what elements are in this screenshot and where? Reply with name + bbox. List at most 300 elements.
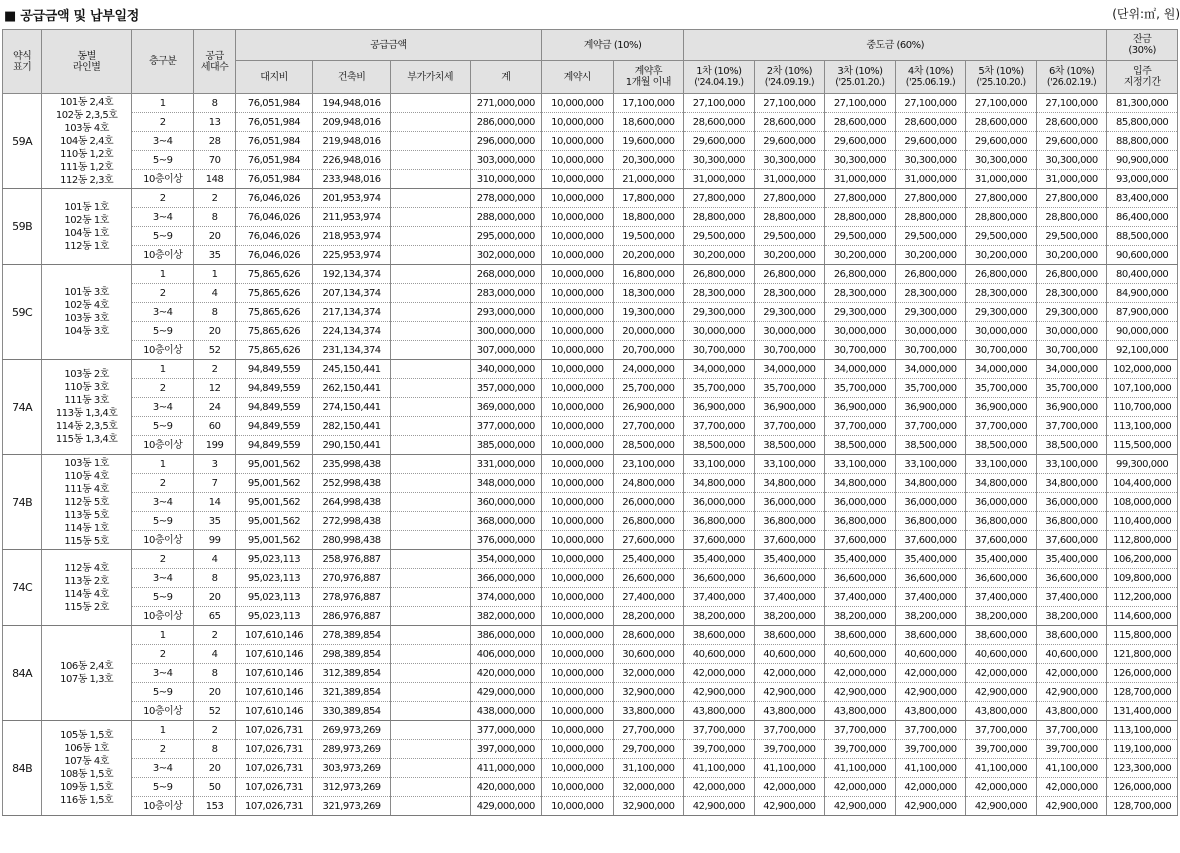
mid-3-cell: 27,100,000 xyxy=(825,94,896,113)
vat-cell xyxy=(390,683,470,702)
land-cost-cell: 95,023,113 xyxy=(235,569,313,588)
balance-cell: 126,000,000 xyxy=(1107,664,1178,683)
units-cell: 28 xyxy=(194,132,235,151)
building-cost-cell: 274,150,441 xyxy=(313,398,391,417)
vat-cell xyxy=(390,721,470,740)
units-cell: 4 xyxy=(194,550,235,569)
units-cell: 1 xyxy=(194,265,235,284)
deposit-signing-cell: 10,000,000 xyxy=(542,341,614,360)
deposit-after-cell: 28,600,000 xyxy=(613,626,684,645)
deposit-signing-cell: 10,000,000 xyxy=(542,778,614,797)
table-row xyxy=(3,664,1178,683)
total-cell: 295,000,000 xyxy=(470,227,542,246)
col-total-header: 계 xyxy=(470,61,542,94)
land-cost-cell: 75,865,626 xyxy=(235,322,313,341)
building-cost-cell: 289,973,269 xyxy=(313,740,391,759)
floor-cell: 3~4 xyxy=(131,493,193,512)
mid-5-cell: 29,600,000 xyxy=(966,132,1037,151)
mid-4-cell: 37,700,000 xyxy=(895,417,966,436)
units-cell: 70 xyxy=(194,151,235,170)
units-cell: 2 xyxy=(194,189,235,208)
total-cell: 406,000,000 xyxy=(470,645,542,664)
mid-6-cell: 36,600,000 xyxy=(1036,569,1107,588)
floor-cell: 1 xyxy=(131,360,193,379)
mid-2-cell: 30,700,000 xyxy=(754,341,825,360)
mid-5-cell: 42,000,000 xyxy=(966,664,1037,683)
balance-cell: 121,800,000 xyxy=(1107,645,1178,664)
total-cell: 369,000,000 xyxy=(470,398,542,417)
deposit-after-cell: 19,500,000 xyxy=(613,227,684,246)
mid-5-cell: 36,600,000 xyxy=(966,569,1037,588)
land-cost-cell: 76,051,984 xyxy=(235,170,313,189)
mid-3-cell: 30,000,000 xyxy=(825,322,896,341)
vat-cell xyxy=(390,436,470,455)
units-cell: 14 xyxy=(194,493,235,512)
mid-3-cell: 29,500,000 xyxy=(825,227,896,246)
deposit-after-cell: 26,600,000 xyxy=(613,569,684,588)
deposit-signing-cell: 10,000,000 xyxy=(542,189,614,208)
mid-6-cell: 37,400,000 xyxy=(1036,588,1107,607)
supply-amount-group-header: 공급금액 xyxy=(235,30,541,61)
building-cost-cell: 211,953,974 xyxy=(313,208,391,227)
total-cell: 348,000,000 xyxy=(470,474,542,493)
mid-2-cell: 30,200,000 xyxy=(754,246,825,265)
deposit-signing-cell: 10,000,000 xyxy=(542,265,614,284)
mid-2-cell: 38,500,000 xyxy=(754,436,825,455)
building-cost-cell: 231,134,374 xyxy=(313,341,391,360)
mid-6-cell: 27,100,000 xyxy=(1036,94,1107,113)
col-mid-6-header: 6차 (10%) ('26.02.19.) xyxy=(1036,61,1107,94)
col-mid-1-header: 1차 (10%) ('24.04.19.) xyxy=(684,61,755,94)
building-cost-cell: 303,973,269 xyxy=(313,759,391,778)
table-row xyxy=(3,151,1178,170)
mid-6-cell: 36,800,000 xyxy=(1036,512,1107,531)
vat-cell xyxy=(390,474,470,493)
col-dep-after-header: 계약후 1개월 이내 xyxy=(613,61,684,94)
floor-cell: 5~9 xyxy=(131,322,193,341)
mid-1-cell: 28,300,000 xyxy=(684,284,755,303)
mid-4-cell: 36,600,000 xyxy=(895,569,966,588)
land-cost-cell: 107,610,146 xyxy=(235,702,313,721)
mid-4-cell: 30,200,000 xyxy=(895,246,966,265)
building-cost-cell: 298,389,854 xyxy=(313,645,391,664)
building-cost-cell: 226,948,016 xyxy=(313,151,391,170)
table-row xyxy=(3,531,1178,550)
mid-1-cell: 37,600,000 xyxy=(684,531,755,550)
table-row xyxy=(3,588,1178,607)
land-cost-cell: 107,610,146 xyxy=(235,683,313,702)
balance-cell: 90,600,000 xyxy=(1107,246,1178,265)
table-row xyxy=(3,645,1178,664)
deposit-after-cell: 32,900,000 xyxy=(613,683,684,702)
mid-5-cell: 28,300,000 xyxy=(966,284,1037,303)
mid-5-cell: 36,800,000 xyxy=(966,512,1037,531)
mid-1-cell: 40,600,000 xyxy=(684,645,755,664)
land-cost-cell: 95,023,113 xyxy=(235,550,313,569)
units-cell: 4 xyxy=(194,645,235,664)
mid-5-cell: 31,000,000 xyxy=(966,170,1037,189)
mid-6-cell: 34,800,000 xyxy=(1036,474,1107,493)
vat-cell xyxy=(390,170,470,189)
vat-cell xyxy=(390,607,470,626)
mid-4-cell: 30,300,000 xyxy=(895,151,966,170)
floor-cell: 10층이상 xyxy=(131,341,193,360)
deposit-after-cell: 31,100,000 xyxy=(613,759,684,778)
vat-cell xyxy=(390,645,470,664)
deposit-signing-cell: 10,000,000 xyxy=(542,170,614,189)
deposit-after-cell: 25,400,000 xyxy=(613,550,684,569)
deposit-signing-cell: 10,000,000 xyxy=(542,322,614,341)
mid-6-cell: 31,000,000 xyxy=(1036,170,1107,189)
balance-cell: 104,400,000 xyxy=(1107,474,1178,493)
units-cell: 24 xyxy=(194,398,235,417)
mid-6-cell: 30,700,000 xyxy=(1036,341,1107,360)
col-land-header: 대지비 xyxy=(235,61,313,94)
mid-3-cell: 33,100,000 xyxy=(825,455,896,474)
dong-line-label: 101동 3호 xyxy=(64,287,109,298)
mid-4-cell: 42,900,000 xyxy=(895,683,966,702)
table-row xyxy=(3,512,1178,531)
mid-2-cell: 30,300,000 xyxy=(754,151,825,170)
total-cell: 377,000,000 xyxy=(470,721,542,740)
vat-cell xyxy=(390,303,470,322)
land-cost-cell: 95,001,562 xyxy=(235,493,313,512)
mid-2-cell: 37,700,000 xyxy=(754,721,825,740)
units-cell: 13 xyxy=(194,113,235,132)
mid-2-cell: 27,100,000 xyxy=(754,94,825,113)
mid-1-cell: 29,600,000 xyxy=(684,132,755,151)
balance-cell: 109,800,000 xyxy=(1107,569,1178,588)
table-row xyxy=(3,417,1178,436)
units-cell: 8 xyxy=(194,94,235,113)
deposit-signing-cell: 10,000,000 xyxy=(542,569,614,588)
mid-3-cell: 31,000,000 xyxy=(825,170,896,189)
mid-5-cell: 26,800,000 xyxy=(966,265,1037,284)
mid-4-cell: 28,300,000 xyxy=(895,284,966,303)
mid-4-cell: 40,600,000 xyxy=(895,645,966,664)
balance-cell: 115,800,000 xyxy=(1107,626,1178,645)
mid-5-cell: 28,800,000 xyxy=(966,208,1037,227)
dong-line-label: 106동 2,4호 xyxy=(60,661,114,672)
mid-2-cell: 36,000,000 xyxy=(754,493,825,512)
mid-4-cell: 27,800,000 xyxy=(895,189,966,208)
units-cell: 8 xyxy=(194,208,235,227)
unit-type-cell: 84B xyxy=(3,721,42,816)
building-cost-cell: 272,998,438 xyxy=(313,512,391,531)
mid-1-cell: 42,900,000 xyxy=(684,797,755,816)
floor-cell: 5~9 xyxy=(131,778,193,797)
mid-4-cell: 38,600,000 xyxy=(895,626,966,645)
building-cost-cell: 258,976,887 xyxy=(313,550,391,569)
mid-1-cell: 31,000,000 xyxy=(684,170,755,189)
mid-1-cell: 26,800,000 xyxy=(684,265,755,284)
mid-1-cell: 30,700,000 xyxy=(684,341,755,360)
dong-line-label: 105동 1,5호 xyxy=(60,730,114,741)
mid-3-cell: 40,600,000 xyxy=(825,645,896,664)
mid-1-cell: 36,600,000 xyxy=(684,569,755,588)
mid-1-cell: 36,900,000 xyxy=(684,398,755,417)
mid-4-cell: 34,000,000 xyxy=(895,360,966,379)
table-row xyxy=(3,398,1178,417)
table-row xyxy=(3,569,1178,588)
mid-1-cell: 29,500,000 xyxy=(684,227,755,246)
land-cost-cell: 95,001,562 xyxy=(235,512,313,531)
mid-6-cell: 42,900,000 xyxy=(1036,683,1107,702)
mid-2-cell: 37,600,000 xyxy=(754,531,825,550)
land-cost-cell: 76,046,026 xyxy=(235,227,313,246)
building-cost-cell: 207,134,374 xyxy=(313,284,391,303)
mid-5-cell: 28,600,000 xyxy=(966,113,1037,132)
dong-line-label: 112동 4호 xyxy=(64,562,109,574)
mid-1-cell: 29,300,000 xyxy=(684,303,755,322)
dong-line-label: 103동 4호 xyxy=(64,122,109,134)
units-cell: 148 xyxy=(194,170,235,189)
floor-cell: 2 xyxy=(131,379,193,398)
deposit-after-cell: 16,800,000 xyxy=(613,265,684,284)
floor-cell: 2 xyxy=(131,284,193,303)
mid-1-cell: 42,000,000 xyxy=(684,778,755,797)
mid-1-cell: 39,700,000 xyxy=(684,740,755,759)
mid-4-cell: 42,000,000 xyxy=(895,664,966,683)
mid-3-cell: 35,700,000 xyxy=(825,379,896,398)
unit-type-cell: 74B xyxy=(3,455,42,550)
dong-lines-cell xyxy=(42,550,132,626)
mid-3-cell: 38,500,000 xyxy=(825,436,896,455)
units-cell: 52 xyxy=(194,702,235,721)
vat-cell xyxy=(390,797,470,816)
floor-cell: 5~9 xyxy=(131,417,193,436)
mid-2-cell: 42,000,000 xyxy=(754,664,825,683)
mid-5-cell: 35,700,000 xyxy=(966,379,1037,398)
balance-cell: 90,900,000 xyxy=(1107,151,1178,170)
floor-cell: 10층이상 xyxy=(131,531,193,550)
balance-cell: 123,300,000 xyxy=(1107,759,1178,778)
total-cell: 310,000,000 xyxy=(470,170,542,189)
floor-cell: 1 xyxy=(131,265,193,284)
total-cell: 360,000,000 xyxy=(470,493,542,512)
mid-6-cell: 33,100,000 xyxy=(1036,455,1107,474)
mid-6-cell: 29,500,000 xyxy=(1036,227,1107,246)
dong-line-label: 112동 1호 xyxy=(64,240,109,252)
mid-2-cell: 43,800,000 xyxy=(754,702,825,721)
deposit-signing-cell: 10,000,000 xyxy=(542,417,614,436)
land-cost-cell: 107,026,731 xyxy=(235,740,313,759)
table-row xyxy=(3,94,1178,113)
total-cell: 429,000,000 xyxy=(470,797,542,816)
vat-cell xyxy=(390,417,470,436)
building-cost-cell: 201,953,974 xyxy=(313,189,391,208)
mid-4-cell: 41,100,000 xyxy=(895,759,966,778)
mid-5-cell: 38,200,000 xyxy=(966,607,1037,626)
mid-2-cell: 29,600,000 xyxy=(754,132,825,151)
total-cell: 429,000,000 xyxy=(470,683,542,702)
deposit-signing-cell: 10,000,000 xyxy=(542,360,614,379)
deposit-after-cell: 20,000,000 xyxy=(613,322,684,341)
vat-cell xyxy=(390,341,470,360)
floor-cell: 3~4 xyxy=(131,303,193,322)
col-balance-sub-header: 입주 지정기간 xyxy=(1107,61,1178,94)
mid-3-cell: 30,200,000 xyxy=(825,246,896,265)
deposit-signing-cell: 10,000,000 xyxy=(542,645,614,664)
mid-6-cell: 42,900,000 xyxy=(1036,797,1107,816)
deposit-signing-cell: 10,000,000 xyxy=(542,550,614,569)
building-cost-cell: 312,389,854 xyxy=(313,664,391,683)
total-cell: 376,000,000 xyxy=(470,531,542,550)
mid-2-cell: 37,700,000 xyxy=(754,417,825,436)
total-cell: 293,000,000 xyxy=(470,303,542,322)
mid-4-cell: 33,100,000 xyxy=(895,455,966,474)
land-cost-cell: 76,051,984 xyxy=(235,113,313,132)
mid-5-cell: 30,000,000 xyxy=(966,322,1037,341)
total-cell: 283,000,000 xyxy=(470,284,542,303)
table-row xyxy=(3,227,1178,246)
building-cost-cell: 269,973,269 xyxy=(313,721,391,740)
dong-line-label: 112동 2,3호 xyxy=(60,174,114,186)
units-cell: 2 xyxy=(194,360,235,379)
mid-1-cell: 28,800,000 xyxy=(684,208,755,227)
dong-line-label: 111동 1,2호 xyxy=(60,161,114,173)
total-cell: 420,000,000 xyxy=(470,664,542,683)
vat-cell xyxy=(390,626,470,645)
deposit-signing-cell: 10,000,000 xyxy=(542,474,614,493)
deposit-signing-cell: 10,000,000 xyxy=(542,94,614,113)
units-cell: 50 xyxy=(194,778,235,797)
building-cost-cell: 330,389,854 xyxy=(313,702,391,721)
mid-1-cell: 37,700,000 xyxy=(684,721,755,740)
mid-5-cell: 27,100,000 xyxy=(966,94,1037,113)
vat-cell xyxy=(390,531,470,550)
mid-6-cell: 30,000,000 xyxy=(1036,322,1107,341)
total-cell: 296,000,000 xyxy=(470,132,542,151)
balance-cell: 87,900,000 xyxy=(1107,303,1178,322)
deposit-signing-cell: 10,000,000 xyxy=(542,531,614,550)
dong-line-label: 111동 3호 xyxy=(64,395,109,406)
land-cost-cell: 75,865,626 xyxy=(235,265,313,284)
mid-1-cell: 27,800,000 xyxy=(684,189,755,208)
mid-3-cell: 34,000,000 xyxy=(825,360,896,379)
mid-6-cell: 26,800,000 xyxy=(1036,265,1107,284)
col-dep-signing-header: 계약시 xyxy=(542,61,614,94)
deposit-after-cell: 29,700,000 xyxy=(613,740,684,759)
unit-type-cell: 59C xyxy=(3,265,42,360)
units-cell: 12 xyxy=(194,379,235,398)
balance-cell: 88,800,000 xyxy=(1107,132,1178,151)
total-cell: 354,000,000 xyxy=(470,550,542,569)
mid-3-cell: 34,800,000 xyxy=(825,474,896,493)
page-title: ■ 공급금액 및 납부일정 xyxy=(4,9,139,24)
balance-cell: 88,500,000 xyxy=(1107,227,1178,246)
units-cell: 8 xyxy=(194,740,235,759)
mid-4-cell: 28,800,000 xyxy=(895,208,966,227)
deposit-after-cell: 18,600,000 xyxy=(613,113,684,132)
land-cost-cell: 94,849,559 xyxy=(235,360,313,379)
mid-3-cell: 27,800,000 xyxy=(825,189,896,208)
mid-5-cell: 36,900,000 xyxy=(966,398,1037,417)
mid-5-cell: 35,400,000 xyxy=(966,550,1037,569)
deposit-after-cell: 27,600,000 xyxy=(613,531,684,550)
vat-cell xyxy=(390,227,470,246)
mid-6-cell: 40,600,000 xyxy=(1036,645,1107,664)
land-cost-cell: 107,610,146 xyxy=(235,645,313,664)
deposit-signing-cell: 10,000,000 xyxy=(542,398,614,417)
deposit-signing-cell: 10,000,000 xyxy=(542,721,614,740)
mid-4-cell: 38,200,000 xyxy=(895,607,966,626)
deposit-after-cell: 25,700,000 xyxy=(613,379,684,398)
floor-cell: 5~9 xyxy=(131,227,193,246)
mid-3-cell: 36,800,000 xyxy=(825,512,896,531)
deposit-signing-cell: 10,000,000 xyxy=(542,379,614,398)
balance-cell: 112,200,000 xyxy=(1107,588,1178,607)
land-cost-cell: 94,849,559 xyxy=(235,398,313,417)
mid-2-cell: 42,900,000 xyxy=(754,797,825,816)
mid-6-cell: 27,800,000 xyxy=(1036,189,1107,208)
dong-lines-cell xyxy=(42,189,132,265)
floor-cell: 2 xyxy=(131,550,193,569)
mid-1-cell: 28,600,000 xyxy=(684,113,755,132)
balance-cell: 83,400,000 xyxy=(1107,189,1178,208)
mid-3-cell: 37,600,000 xyxy=(825,531,896,550)
mid-1-cell: 41,100,000 xyxy=(684,759,755,778)
mid-5-cell: 37,700,000 xyxy=(966,417,1037,436)
deposit-after-cell: 28,200,000 xyxy=(613,607,684,626)
deposit-after-cell: 32,000,000 xyxy=(613,664,684,683)
vat-cell xyxy=(390,151,470,170)
mid-2-cell: 29,300,000 xyxy=(754,303,825,322)
mid-6-cell: 30,200,000 xyxy=(1036,246,1107,265)
floor-cell: 5~9 xyxy=(131,588,193,607)
dong-line-label: 106동 1호 xyxy=(64,743,109,754)
mid-3-cell: 37,400,000 xyxy=(825,588,896,607)
mid-3-cell: 28,300,000 xyxy=(825,284,896,303)
dong-line-label: 104동 2,4호 xyxy=(60,135,114,147)
dong-line-label: 114동 4호 xyxy=(64,588,109,600)
building-cost-cell: 233,948,016 xyxy=(313,170,391,189)
vat-cell xyxy=(390,284,470,303)
floor-cell: 2 xyxy=(131,113,193,132)
balance-cell: 113,100,000 xyxy=(1107,417,1178,436)
mid-6-cell: 29,600,000 xyxy=(1036,132,1107,151)
deposit-after-cell: 33,800,000 xyxy=(613,702,684,721)
balance-cell: 110,400,000 xyxy=(1107,512,1178,531)
units-cell: 52 xyxy=(194,341,235,360)
mid-1-cell: 38,600,000 xyxy=(684,626,755,645)
balance-cell: 112,800,000 xyxy=(1107,531,1178,550)
building-cost-cell: 217,134,374 xyxy=(313,303,391,322)
floor-cell: 10층이상 xyxy=(131,170,193,189)
units-cell: 153 xyxy=(194,797,235,816)
mid-5-cell: 38,500,000 xyxy=(966,436,1037,455)
table-row xyxy=(3,303,1178,322)
units-cell: 20 xyxy=(194,588,235,607)
mid-4-cell: 36,800,000 xyxy=(895,512,966,531)
land-cost-cell: 107,026,731 xyxy=(235,721,313,740)
mid-1-cell: 34,800,000 xyxy=(684,474,755,493)
building-cost-cell: 321,973,269 xyxy=(313,797,391,816)
header-bar xyxy=(0,0,1180,28)
mid-5-cell: 27,800,000 xyxy=(966,189,1037,208)
mid-6-cell: 36,000,000 xyxy=(1036,493,1107,512)
vat-cell xyxy=(390,360,470,379)
deposit-after-cell: 27,400,000 xyxy=(613,588,684,607)
floor-cell: 2 xyxy=(131,474,193,493)
mid-4-cell: 26,800,000 xyxy=(895,265,966,284)
balance-cell: 86,400,000 xyxy=(1107,208,1178,227)
dong-line-label: 111동 4호 xyxy=(64,483,109,495)
units-cell: 20 xyxy=(194,759,235,778)
mid-3-cell: 43,800,000 xyxy=(825,702,896,721)
balance-cell: 131,400,000 xyxy=(1107,702,1178,721)
total-cell: 278,000,000 xyxy=(470,189,542,208)
